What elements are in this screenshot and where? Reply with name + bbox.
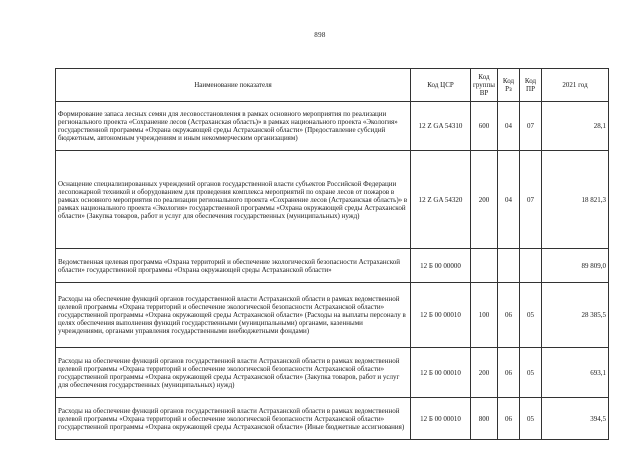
row-amount: 28,1 <box>542 102 609 151</box>
row-rz: 06 <box>498 283 520 348</box>
row-pr: 05 <box>520 398 542 440</box>
row-rz: 04 <box>498 151 520 249</box>
row-code: 12 Б 00 00000 <box>411 249 471 283</box>
row-code: 12 Z GA 54320 <box>411 151 471 249</box>
row-name: Ведомственная целевая программа «Охрана территорий и обеспечение экологической безопасности Астраханской области» государственной программы «Охрана окружающей среды Астраханской области» <box>56 249 411 283</box>
row-amount: 89 809,0 <box>542 249 609 283</box>
row-vr: 800 <box>471 398 498 440</box>
header-code: Код ЦСР <box>411 69 471 102</box>
budget-table <box>55 68 609 440</box>
row-pr <box>520 249 542 283</box>
row-vr: 200 <box>471 151 498 249</box>
row-pr: 07 <box>520 102 542 151</box>
row-amount: 18 821,3 <box>542 151 609 249</box>
row-code: 12 Z GA 54310 <box>411 102 471 151</box>
row-rz <box>498 249 520 283</box>
row-code: 12 Б 00 00010 <box>411 283 471 348</box>
header-vr: Код группы ВР <box>471 69 498 102</box>
row-pr: 05 <box>520 283 542 348</box>
row-pr: 05 <box>520 348 542 398</box>
header-rz: Код Рз <box>498 69 520 102</box>
row-rz: 04 <box>498 102 520 151</box>
table-row <box>56 102 609 151</box>
row-code: 12 Б 00 00010 <box>411 398 471 440</box>
row-pr: 07 <box>520 151 542 249</box>
row-rz: 06 <box>498 398 520 440</box>
row-vr <box>471 249 498 283</box>
page-number: 898 <box>314 31 326 39</box>
row-amount: 28 385,5 <box>542 283 609 348</box>
table-row <box>56 348 609 398</box>
row-name: Формирование запаса лесных семян для лесовосстановления в рамках основного мероприятия по реализации регионального проекта «Сохранение лесов (Астраханская область)» в рамках национального проекта «Экология» государственной программы «Охрана окружающей среды Астраханской области» (Предоставление субсидий бюджетным, автономным учреждениям и иным некоммерческим организациям) <box>56 102 411 151</box>
row-amount: 394,5 <box>542 398 609 440</box>
row-name: Расходы на обеспечение функций органов государственной власти Астраханской области в рамках ведомственной целевой программы «Охрана территорий и обеспечение экологической безопасности Астраханской области» государственной программы «Охрана окружающей среды Астраханской области» (Закупка товаров, работ и услуг для обеспечения государственных (муниципальных) нужд) <box>56 348 411 398</box>
row-name: Расходы на обеспечение функций органов государственной власти Астраханской области в рамках ведомственной целевой программы «Охрана территорий и обеспечение экологической безопасности Астраханской области» государственной программы «Охрана окружающей среды Астраханской области» (Расходы на выплаты персоналу в целях обеспечения выполнения функций государственными (муниципальными) органами, казенными учреждениями, органами управления государственными внебюджетными фондами) <box>56 283 411 348</box>
row-rz: 06 <box>498 348 520 398</box>
header-year: 2021 год <box>542 69 609 102</box>
table-row <box>56 151 609 249</box>
row-vr: 200 <box>471 348 498 398</box>
table-row <box>56 283 609 348</box>
row-name: Расходы на обеспечение функций органов государственной власти Астраханской области в рамках ведомственной целевой программы «Охрана территорий и обеспечение экологической безопасности Астраханской области» государственной программы «Охрана окружающей среды Астраханской области» (Иные бюджетные ассигнования) <box>56 398 411 440</box>
row-vr: 100 <box>471 283 498 348</box>
header-pr: Код ПР <box>520 69 542 102</box>
table-row <box>56 398 609 440</box>
row-name: Оснащение специализированных учреждений органов государственной власти субъектов Российской Федерации лесопожарной техникой и оборудованием для проведения комплекса мероприятий по охране лесов от пожаров в рамках основного мероприятия по реализации регионального проекта «Сохранение лесов (Астраханская область)» в рамках национального проекта «Экология» государственной программы «Охрана окружающей среды Астраханской области» (Закупка товаров, работ и услуг для обеспечения государственных (муниципальных) нужд) <box>56 151 411 249</box>
table-header-row <box>56 69 609 102</box>
header-name: Наименование показателя <box>56 69 411 102</box>
row-code: 12 Б 00 00010 <box>411 348 471 398</box>
table-row <box>56 249 609 283</box>
row-vr: 600 <box>471 102 498 151</box>
row-amount: 693,1 <box>542 348 609 398</box>
